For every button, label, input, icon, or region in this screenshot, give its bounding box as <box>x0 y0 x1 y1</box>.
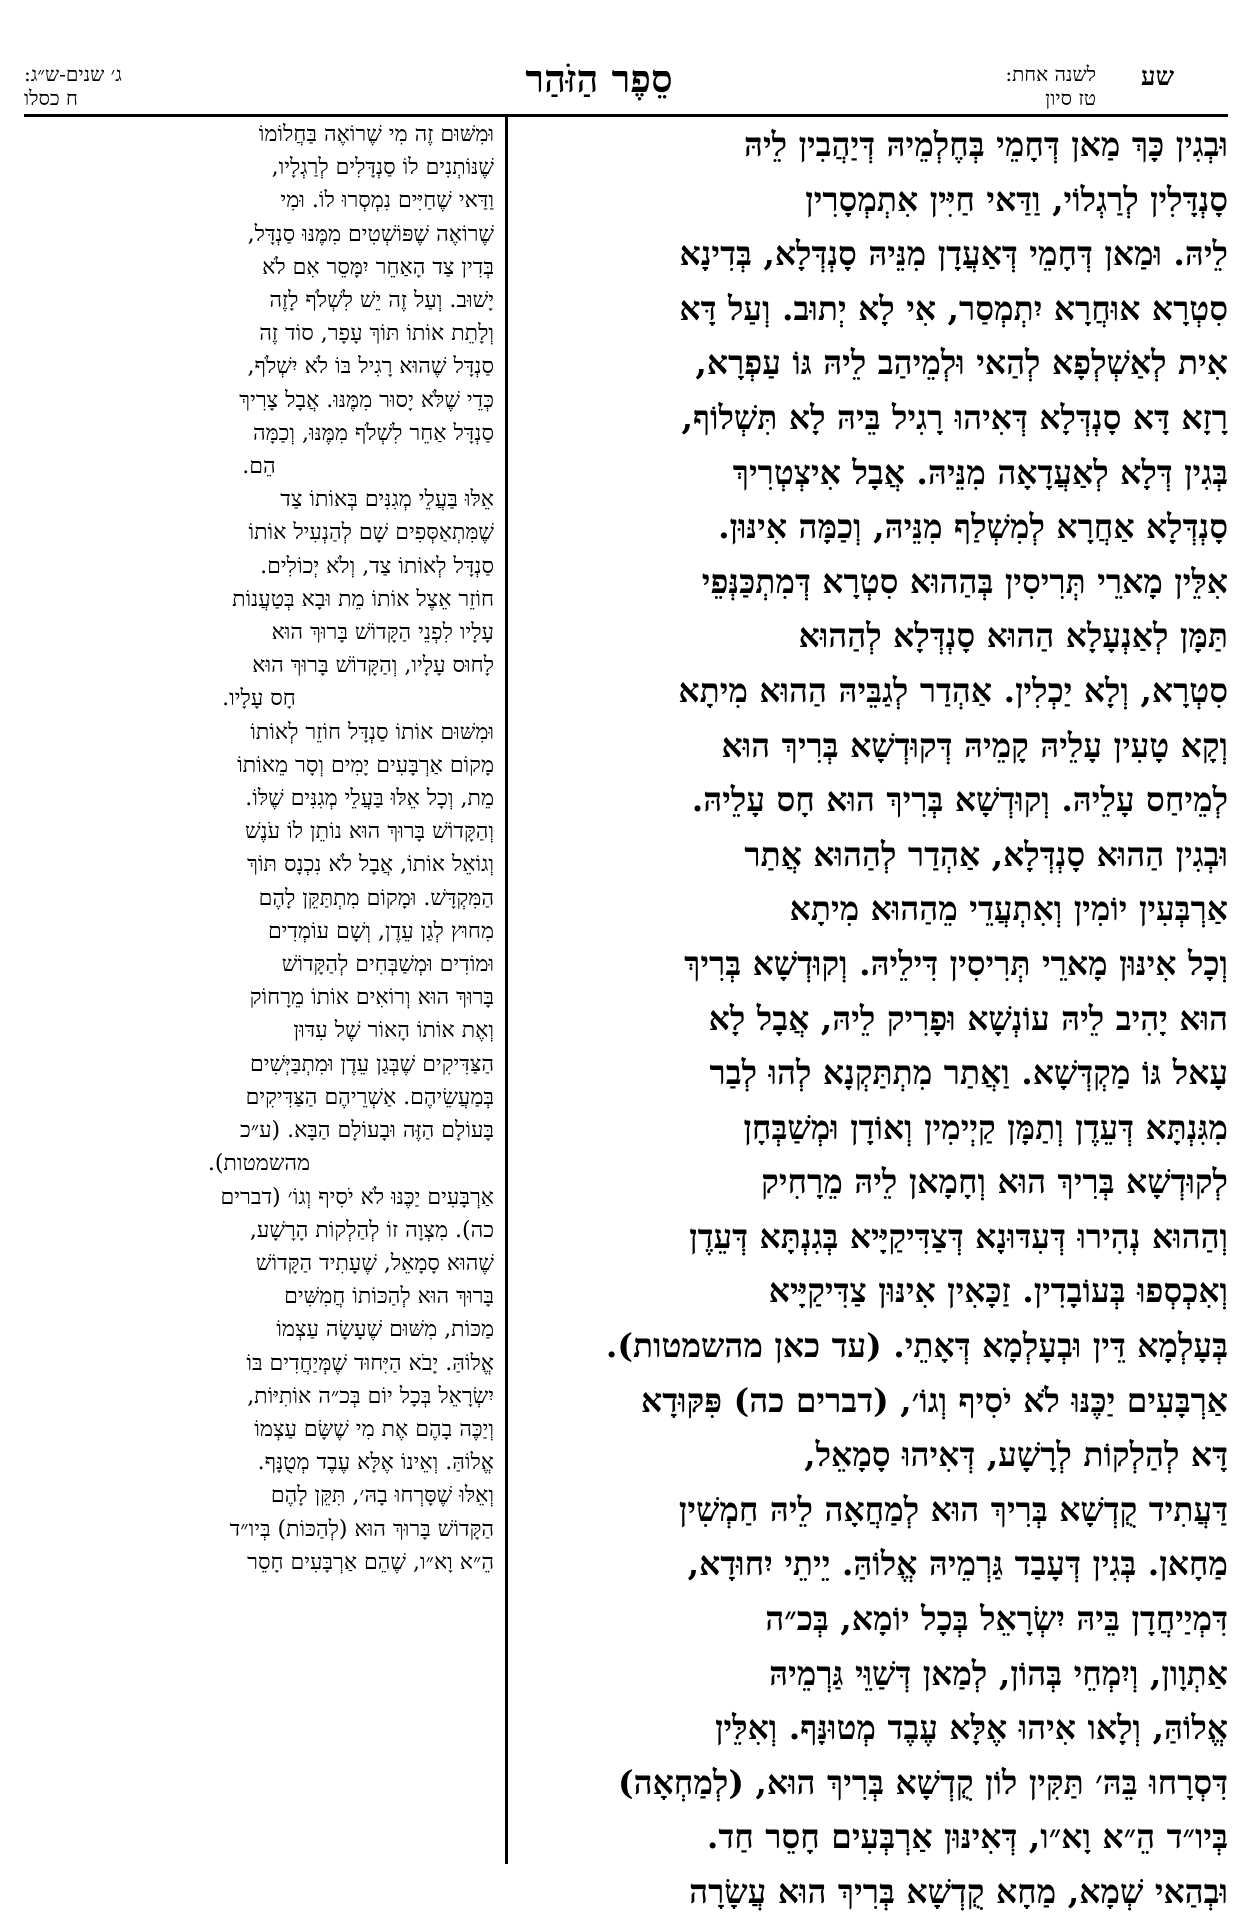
side-text-line: מַכּוֹת, מִשּׁוּם שֶׁעָשָׂה עַצְמוֹ <box>276 1317 494 1343</box>
side-text-line: יִשְׂרָאֵל בְּכָל יוֹם בְּכ״ה אוֹתִיּוֹת, <box>247 1383 494 1409</box>
side-text-line: וַדַּאי שֶׁחַיִּים נִמְסְרוּ לוֹ. וּמִי <box>280 188 494 214</box>
side-text-line: הֵם. <box>242 454 276 480</box>
side-text-line: עָלָיו לִפְנֵי הַקָּדוֹשׁ בָּרוּךְ הוּא <box>271 620 494 646</box>
side-text-line: מִחוּץ לְגַן עֵדֶן, וְשָׁם עוֹמְדִים <box>267 918 494 944</box>
side-text-line: אַרְבָּעִים יַכֶּנּוּ לֹא יֹסִיף וְגוֹ׳ (דברים <box>220 1184 494 1210</box>
header-left-info <box>24 62 122 110</box>
side-text-line: כה). מִצְוָה זוֹ לְהַלְקוֹת הָרָשָׁע, <box>249 1217 494 1243</box>
main-text-line: מִגִּנְתָּא דְּעֵדֶן וְתַמָּן קַיְימִין וְאוֹדָן וּמְשַׁבְּחָן <box>743 1107 1228 1147</box>
main-text-line: וְכָל אִינּוּן מָארֵי תְּרִיסִין דִּילֵיהּ. וְקוּדְשָׁא בְּרִיךְ <box>684 943 1228 983</box>
side-text-line: שֶׁרוֹאֶה שֶׁפּוֹשְׁטִים מִמֶּנּוּ סַנְדָּל, <box>247 221 494 247</box>
side-text-line: כְּדֵי שֶׁלֹּא יָסוּר מִמֶּנּוּ. אֲבָל צָרִיךְ <box>239 387 494 413</box>
main-text-line: וּבְהַאי שְׁמָא, מַחָא קֻדְשָׁא בְּרִיךְ הוּא עֲשָׂרָה <box>689 1872 1228 1911</box>
header-right-line: לשנה אחת: <box>1005 62 1096 86</box>
main-text-line: סִטְרָא אוּחֲרָא יִתְמְסַר, אִי לָא יְתוּב. וְעַל דָּא <box>679 288 1228 328</box>
main-text-line: וְהַהוּא נְהִירוּ דְּעִדּוּנָא דְּצַדִּיקַיָּיא בְּגִנְתָּא דְּעֵדֶן <box>689 1216 1228 1256</box>
header-rule <box>24 114 1228 117</box>
side-text-line: אֱלוֹהַּ. וְאֵינוֹ אֶלָּא עֶבֶד מְטֻנָּף. <box>257 1450 494 1476</box>
side-text-line: שֶׁהוּא סָמָאֵל, שֶׁעָתִיד הַקָּדוֹשׁ <box>255 1250 494 1276</box>
main-text-line: וְאִכְסְפוּ בְּעוֹבָדִין. זַכָּאִין אִינּוּן צַדִּיקַיָּיא <box>768 1271 1228 1311</box>
header-left-line: ג׳ שנים-ש״ג: <box>24 62 122 86</box>
main-text-line: אַרְבָּעִים יַכֶּנּוּ לֹא יֹסִיף וְגוֹ׳, (דברים כה) פִּקּוּדָא <box>641 1380 1228 1420</box>
main-text-line: אַתְוָון, וְיִמְחֵי בְּהוֹן, לְמַאן דְּשַׁוֵּי גַּרְמֵיהּ <box>769 1653 1228 1693</box>
main-text-line: מַחָאן. בְּגִין דְּעָבַד גַּרְמֵיהּ אֱלוֹהַּ. יֵיתֵי יִחוּדָא, <box>687 1544 1228 1584</box>
side-text-line: וְיַכֶּה בָהֶם אֶת מִי שֶׁשָּׂם עַצְמוֹ <box>254 1416 494 1442</box>
side-text-line: סַנְדָּל שֶׁהוּא רָגִיל בּוֹ לֹא יִשְׁלֹף, <box>247 354 494 380</box>
side-text-line: בָּרוּךְ הוּא וְרוֹאִים אוֹתוֹ מֵרָחוֹק <box>249 985 494 1011</box>
side-text-line: שֶׁנּוֹתְנִים לוֹ סַנְדָּלִים לְרַגְלָיו, <box>271 155 494 181</box>
side-text-line: וְאֶת אוֹתוֹ הָאוֹר שֶׁל עִדּוּן <box>293 1018 494 1044</box>
side-text-line: וּמוֹדִים וּמְשַׁבְּחִים לְהַקָּדוֹשׁ <box>281 952 494 978</box>
side-text-line: וּמִשּׁוּם זֶה מִי שֶׁרוֹאֶה בַּחֲלוֹמוֹ <box>258 122 494 147</box>
main-text-line: וּבְגִין הַהוּא סָנְדְּלָא, אַהְדַר לְהַהוּא אֲתַר <box>744 834 1228 874</box>
side-text-line: מהשמטות). <box>207 1151 311 1177</box>
main-text-line: אֱלוֹהַּ, וְלָאו אִיהוּ אֶלָּא עֶבֶד מְטוּנָּף. וְאִלֵּין <box>715 1708 1228 1748</box>
side-text-line: מֵת, וְכָל אֵלּוּ בַּעֲלֵי מְגִנִּים שֶׁלּוֹ. <box>245 786 494 812</box>
main-text-line: סִטְרָא, וְלָא יַכְלִין. אַהְדַר לְגַבֵּיהּ הַהוּא מִיתָא <box>678 670 1228 710</box>
main-text-line: בְּגִין דְּלָא לְאַעֲדָאָה מִנֵּיהּ. אֲבָל אִיצְטְרִיךְ <box>732 452 1228 492</box>
side-text-line: לָחוּס עָלָיו, וְהַקָּדוֹשׁ בָּרוּךְ הוּא <box>252 653 494 679</box>
side-text-line: וְלָתֵת אוֹתוֹ תּוֹךְ עָפָר, סוֹד זֶה <box>259 321 494 347</box>
main-text-line: תַּמָּן לְאַנְעָלָא הַהוּא סָנְדְּלָא לְהַהוּא <box>798 616 1228 656</box>
page-header <box>24 56 1174 112</box>
side-text-line: אֱלוֹהַּ. יָבֹא הַיִּחוּד שֶׁמְּיַחֲדִים בּוֹ <box>246 1350 494 1376</box>
main-text-line: אַרְבְּעִין יוֹמִין וְאִתְעֲדֵי מֵהַהוּא מִיתָא <box>789 889 1228 929</box>
side-text-line: וְהַקָּדוֹשׁ בָּרוּךְ הוּא נוֹתֵן לוֹ עֹנֶשׁ <box>244 819 494 845</box>
side-text-line: וְאֵלּוּ שֶׁסָּרְחוּ בָהּ׳, תִּקֵּן לָהֶם <box>270 1483 494 1509</box>
main-text-line: אִלֵּין מָארֵי תְּרִיסִין בְּהַהוּא סִטְרָא דְּמִתְכַּנְּפֵי <box>701 561 1228 601</box>
side-text-line: הַצַּדִּיקִים שֶׁבְּגַן עֵדֶן וּמִתְבַּיְּשִׁים <box>250 1051 494 1077</box>
side-text-line: סַנְדָּל לְאוֹתוֹ צַד, וְלֹא יְכוֹלִים. <box>260 553 494 579</box>
main-text-line: דַּעֲתִיד קֻדְשָׁא בְּרִיךְ הוּא לְמַחֲאָה לֵיהּ חַמְשִׁין <box>678 1489 1228 1529</box>
side-text-line: וְגוֹאֵל אוֹתוֹ, אֲבָל לֹא נִכְנָס תּוֹךְ <box>247 852 494 878</box>
main-text-line: דִּסְרָחוּ בֵּהּ׳ תַּקִּין לוֹן קֻדְשָׁא בְּרִיךְ הוּא, (לְמַחְאָה) <box>618 1762 1228 1802</box>
header-right-line: טז סיון <box>1045 86 1096 110</box>
main-aramaic-column <box>518 118 1228 1911</box>
main-text-line: לְמֵיחַס עָלֵיהּ. וְקוּדְשָׁא בְּרִיךְ הוּא חָס עָלֵיהּ. <box>691 780 1228 820</box>
main-text-line: לֵיהּ. וּמַאן דְּחָמֵי דְּאַעֲדָן מִנֵּיהּ סָנְדְּלָא, בְּדִינָא <box>679 234 1228 274</box>
side-text-line: בְּמַעֲשֵׂיהֶם. אַשְׁרֵיהֶם הַצַּדִּיקִים <box>245 1084 494 1110</box>
page-number: שע <box>1140 62 1174 92</box>
side-text-line: בְּדִין צַד הָאַחֵר יִמָּסֵר אִם לֹא <box>262 254 494 280</box>
main-text-line: הוּא יָהִיב לֵיהּ עוֹנְשָׁא וּפָרִיק לֵיהּ, אֲבָל לָא <box>708 998 1228 1038</box>
main-text-line: עָאל גּוֹ מַקְדְּשָׁא. וַאֲתַר מִתְתַּקְנָא לְהוּ לְבַר <box>709 1053 1228 1093</box>
column-separator <box>505 114 508 1864</box>
main-text-line: וּבְגִין כָּךְ מַאן דְּחָמֵי בְּחֶלְמֵיהּ דְּיַהֲבִין לֵיהּ <box>744 125 1228 164</box>
side-text-line: שֶׁמִּתְאַסְּפִים שָׁם לְהַנְעִיל אוֹתוֹ <box>248 520 494 546</box>
side-text-line: בָּעוֹלָם הַזֶּה וּבָעוֹלָם הַבָּא. (ע״כ <box>239 1118 494 1144</box>
main-text-line: לְקוּדְשָׁא בְּרִיךְ הוּא וְחָמָאן לֵיהּ מֵרָחִיק <box>761 1162 1228 1202</box>
side-text-line: מָקוֹם אַרְבָּעִים יָמִים וְסָר מֵאוֹתוֹ <box>237 752 494 778</box>
translation-column <box>24 118 494 1878</box>
main-text-line: דָּא לְהַלְקוֹת לְרָשָׁע, דְּאִיהוּ סָמָאֵל, <box>804 1435 1228 1475</box>
side-text-line: חָס עָלָיו. <box>222 686 296 712</box>
side-text-line: וּמִשּׁוּם אוֹתוֹ סַנְדָּל חוֹזֵר לְאוֹתוֹ <box>250 719 494 745</box>
side-text-line: יָשׁוּב. וְעַל זֶה יֵשׁ לִשְׁלֹף לָזֶה <box>269 288 494 314</box>
page-title: סֵפֶר הַזֹּהַר <box>525 56 673 101</box>
side-text-line: הַקָּדוֹשׁ בָּרוּךְ הוּא (לְהַכּוֹת) בְּיו״ד <box>229 1516 494 1542</box>
side-text-line: חוֹזֵר אֵצֶל אוֹתוֹ מֵת וּבָא בְּטַעֲנוֹת <box>232 586 494 612</box>
side-text-line: בָּרוּךְ הוּא לְהַכּוֹתוֹ חֲמִשִּׁים <box>284 1284 494 1310</box>
side-text-line: סַנְדָּל אַחֵר לִשְׁלֹף מִמֶּנּוּ, וְכַמָּה <box>252 420 494 446</box>
main-text-line: סָנְדָּלִין לְרַגְלוֹי, וַדַּאי חַיִּין אִתְמְסָרִין <box>805 179 1228 219</box>
main-text-line: סָנְדְּלָא אַחֲרָא לְמִשְׁלַף מִנֵּיהּ, וְכַמָּה אִינּוּן. <box>718 507 1228 547</box>
header-left-line: ח כסלו <box>24 86 78 110</box>
side-text-line: אֵלּוּ בַּעֲלֵי מְגִנִּים בְּאוֹתוֹ צַד <box>280 487 494 513</box>
main-text-line: וְקָא טָעִין עָלֵיהּ קָמֵיהּ דְּקוּדְשָׁא בְּרִיךְ הוּא <box>721 725 1228 765</box>
main-text-line: דִּמְיַיחֲדָן בֵּיהּ יִשְׂרָאֵל בְּכָל יוֹמָא, בְּכ״ה <box>765 1599 1228 1639</box>
side-text-line: הֵ״א וָא״ו, שֶׁהֵם אַרְבָּעִים חָסֵר <box>247 1549 494 1575</box>
main-text-line: בְּעָלְמָא דֵּין וּבְעָלְמָא דְּאָתֵי. (עד כאן מהשמטות). <box>605 1326 1228 1366</box>
main-text-line: אִית לְאַשְׁלְפָא לְהַאי וּלְמֵיהַב לֵיהּ גּוֹ עַפְרָא, <box>695 343 1228 383</box>
main-text-line: רָזָא דָּא סָנְדְּלָא דְּאִיהוּ רָגִיל בֵּיהּ לָא תִּשְׁלוֹף, <box>681 397 1228 437</box>
side-text-line: הַמִּקְדָּשׁ. וּמָקוֹם מִתְתַּקֵּן לָהֶם <box>258 885 494 911</box>
main-text-line: בְּיו״ד הֵ״א וָא״ו, דְּאִינּוּן אַרְבְּעִים חָסֵר חַד. <box>706 1817 1228 1857</box>
